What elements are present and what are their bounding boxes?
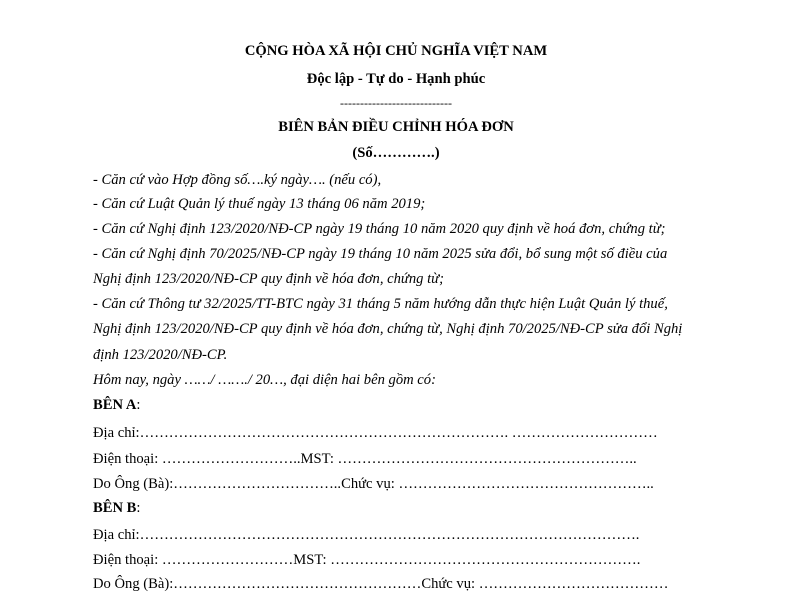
party-b-label: BÊN B [93, 500, 137, 516]
party-a-phone-tax: Điện thoại: ………………………..MST: …………………………………………………….. [93, 451, 637, 467]
party-b-phone-tax: Điện thoại: ………………………MST: ………………………………………………………. [93, 552, 641, 568]
party-a-representative: Do Ông (Bà):……………………………..Chức vụ: …………………………………………….. [93, 476, 654, 492]
party-a-label: BÊN A [93, 397, 137, 413]
party-a-address: Địa chỉ:…………………………………………………………………. ………………………… [93, 425, 658, 441]
basis-decree-70-line1: - Căn cứ Nghị định 70/2025/NĐ-CP ngày 19 tháng 10 năm 2025 sửa đổi, bổ sung một số điều của [93, 246, 668, 262]
motto: Độc lập - Tự do - Hạnh phúc [306, 71, 486, 87]
document-title: BIÊN BẢN ĐIỀU CHỈNH HÓA ĐƠN [278, 119, 514, 135]
party-a-heading [93, 396, 140, 414]
party-b-heading [93, 499, 140, 517]
country-heading: CỘNG HÒA XÃ HỘI CHỦ NGHĨA VIỆT NAM [244, 43, 548, 59]
basis-circular-line2: Nghị định 123/2020/NĐ-CP quy định về hóa đơn, chứng từ, Nghị định 70/2025/NĐ-CP sửa đổi Nghị [93, 321, 683, 337]
party-b-address: Địa chỉ:…………………………………………………………………………………………. [93, 527, 640, 543]
today-statement: Hôm nay, ngày ……/ ……./ 20…, đại diện hai bên gồm có: [93, 372, 436, 388]
party-b-colon: : [136, 500, 141, 516]
party-a-colon: : [136, 397, 141, 413]
basis-decree-123: - Căn cứ Nghị định 123/2020/NĐ-CP ngày 19 tháng 10 năm 2020 quy định về hoá đơn, chứng từ; [93, 221, 666, 237]
basis-tax-law: - Căn cứ Luật Quản lý thuế ngày 13 tháng 06 năm 2019; [93, 196, 426, 212]
basis-circular-line1: - Căn cứ Thông tư 32/2025/TT-BTC ngày 31 tháng 5 năm hướng dẫn thực hiện Luật Quản lý thuế, [93, 296, 668, 312]
document-number: (Số………….) [352, 145, 440, 161]
party-b-representative: Do Ông (Bà):……………………………………………Chức vụ: ………………………………… [93, 576, 669, 592]
basis-decree-70-line2: Nghị định 123/2020/NĐ-CP quy định về hóa đơn, chứng từ; [93, 271, 444, 287]
basis-circular-line3: định 123/2020/NĐ-CP. [93, 347, 228, 363]
header-divider: ---------------------------- [340, 96, 452, 110]
basis-contract: - Căn cứ vào Hợp đồng số….ký ngày…. (nếu có), [93, 172, 382, 188]
